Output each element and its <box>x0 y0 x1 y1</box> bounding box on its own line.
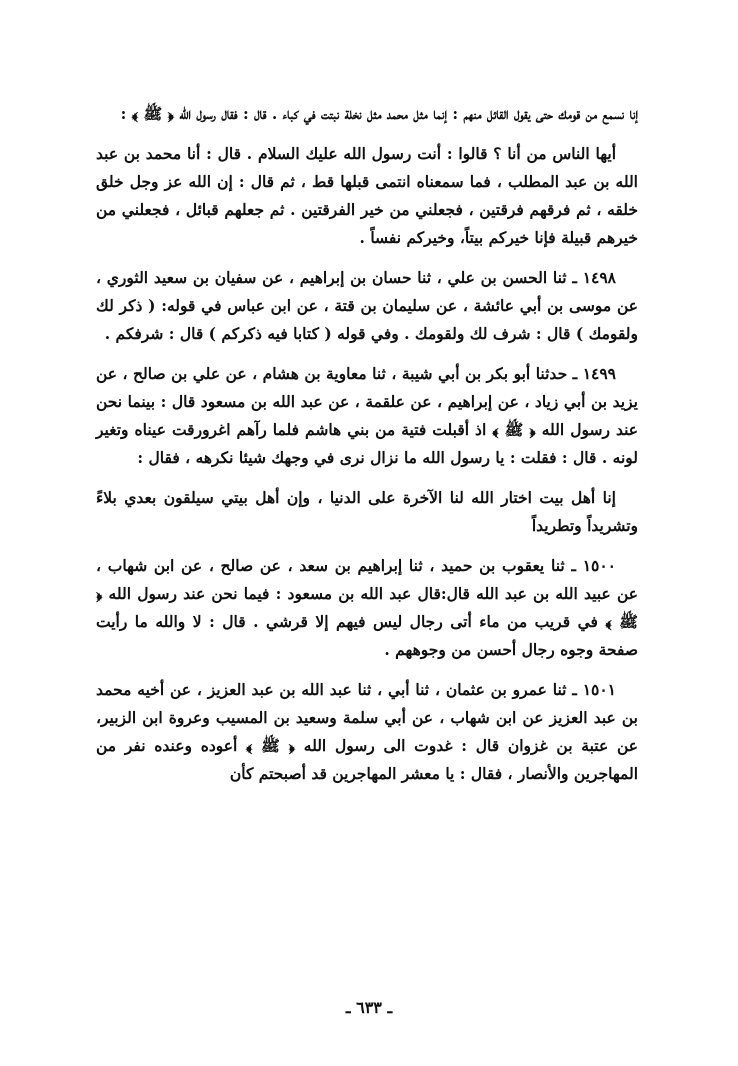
paragraph-1: إنا نسمع من قومك حتى يقول القائل منهم : إنما مثل محمد مثل نخلة نبتت في كباء . قال : فقال رسول الله ﴿ ﷺ ﴾ : <box>120 104 638 123</box>
paragraph-prophet-saying: إنا أهل بيت اختار الله لنا الآخرة على الدنيا ، وإن أهل بيتي سيلقون بعدي بلاءً وتشريداً وتطريداً <box>96 488 638 535</box>
page-number: ـ ٦٣٣ ـ <box>345 998 393 1017</box>
paragraph-2: أيها الناس من أنا ؟ قالوا : أنت رسول الله عليك السلام . قال : أنا محمد بن عبد الله بن عبد المطلب ، فما سمعناه انتمى قبلها قط ، ثم قال : إن الله عز وجل خلق خلقه ، ثم فرقهم فرقتين ، فجعلني من خير الفرقتين . ثم جعلهم قبائل ، فجعلني من خيرهم قبيلة فإنا خيركم بيتاً، وخيركم نفساً . <box>96 144 638 247</box>
hadith-1499: ١٤٩٩ ـ حدثنا أبو بكر بن أبي شيبة ، ثنا معاوية بن هشام ، عن علي بن صالح ، عن يزيد بن أبي زياد ، عن إبراهيم ، عن علقمة ، عن عبد الله بن مسعود قال : بينما نحن عند رسول الله ﴿ ﷺ ﴾ اذ أقبلت فتية من بني هاشم فلما رآهم اغرورقت عيناه وتغير لونه . قال : فقلت : يا رسول الله ما نزال نرى في وجهك شيئا نكرهه ، فقال : <box>96 364 638 467</box>
hadith-1498: ١٤٩٨ ـ ثنا الحسن بن علي ، ثنا حسان بن إبراهيم ، عن سفيان بن سعيد الثوري ، عن موسى بن أبي عائشة ، عن سليمان بن قتة ، عن ابن عباس في قوله: ( ذكر لك ولقومك ) قال : شرف لك ولقومك . وفي قوله ( كتابا فيه ذكركم ) قال : شرفكم . <box>96 268 638 343</box>
hadith-1501: ١٥٠١ ـ ثنا عمرو بن عثمان ، ثنا أبي ، ثنا عبد الله بن عبد العزيز ، عن أخيه محمد بن عبد العزيز عن ابن شهاب ، عن أبي سلمة وسعيد بن المسيب وعروة ابن الزبير، عن عتبة بن غزوان قال : غدوت الى رسول الله ﴿ ﷺ ﴾ أعوده وعنده نفر من المهاجرين والأنصار ، فقال : يا معشر المهاجرين قد أصبحتم كأن <box>96 680 638 783</box>
page-body <box>96 100 638 1066</box>
hadith-1500: ١٥٠٠ ـ ثنا يعقوب بن حميد ، ثنا إبراهيم بن سعد ، عن صالح ، عن ابن شهاب ، عن عبيد الله بن عبد الله قال:قال عبد الله بن مسعود : فيما نحن عند رسول الله ﴿ ﷺ ﴾ في قريب من ماء أتى رجال ليس فيهم إلا قرشي . قال : لا والله ما رأيت صفحة وجوه رجال أحسن من وجوههم . <box>96 556 638 659</box>
